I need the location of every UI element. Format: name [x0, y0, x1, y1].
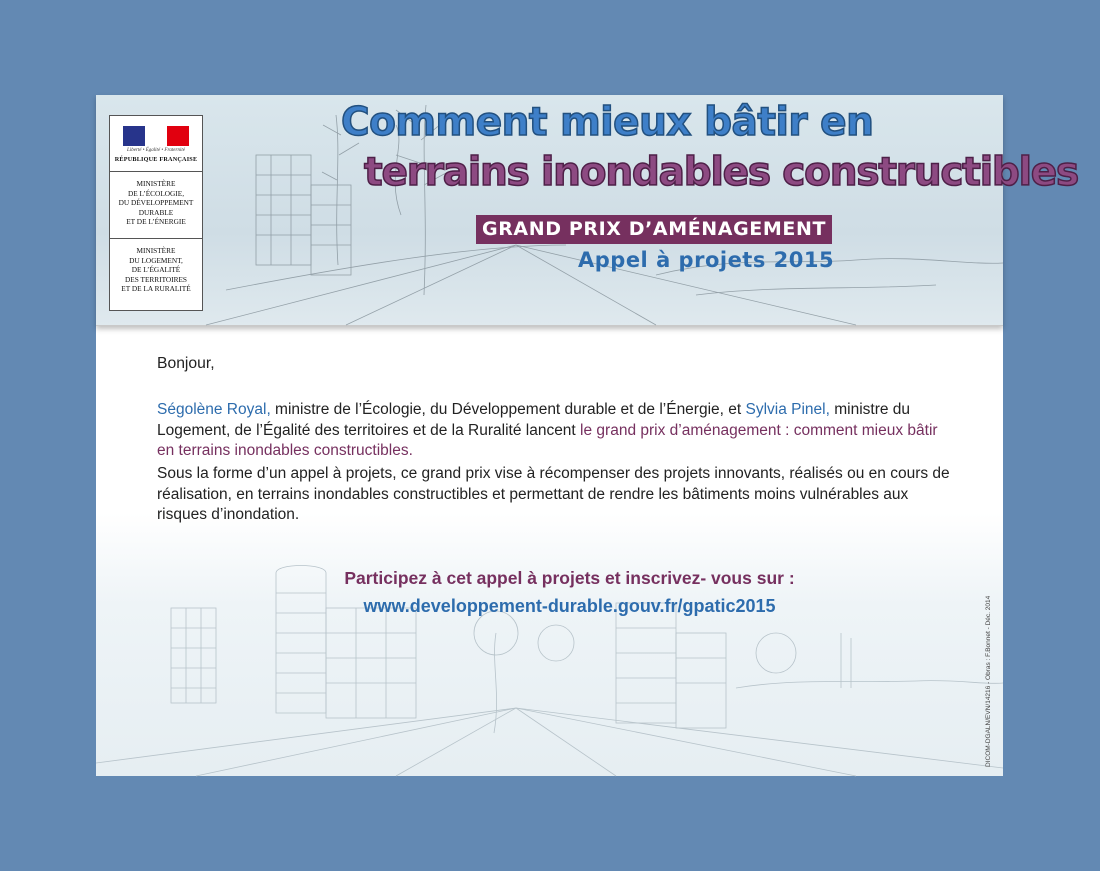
call-to-action-text: Participez à cet appel à projets et inscrivez- vous sur :: [344, 568, 795, 588]
appel-a-projets-subtitle: Appel à projets 2015: [578, 248, 835, 272]
footer-sketch-illustration: [96, 513, 1003, 776]
credit-text: DICOM-DGALN/EVN/14216 - Obras : F.Bonnet - Déc. 2014: [985, 595, 992, 767]
government-logo-block: [109, 115, 203, 311]
header-banner: [96, 95, 1079, 326]
ministry-housing-label: MINISTÈRE DU LOGEMENT, DE L’ÉGALITÉ DES TERRITOIRES ET DE LA RURALITÉ: [121, 246, 191, 294]
republique-francaise-label: RÉPUBLIQUE FRANÇAISE: [114, 156, 198, 163]
title-line-2: terrains inondables constructibles: [364, 150, 1079, 195]
minister-name-royal: Ségolène Royal,: [157, 401, 271, 418]
grand-prix-highlight: le grand prix d’aménagement : comment mieux bâtir en terrains inondables constructibles.: [157, 421, 938, 459]
title-line-1: Comment mieux bâtir en: [341, 100, 874, 145]
newsletter-card: [96, 95, 1079, 776]
ministry-ecology-label: MINISTÈRE DE L’ÉCOLOGIE, DU DÉVELOPPEMENT DURABLE ET DE L’ÉNERGIE: [118, 179, 194, 227]
minister-name-pinel: Sylvia Pinel,: [745, 401, 830, 418]
registration-link[interactable]: www.developpement-durable.gouv.fr/gpatic2015: [363, 596, 776, 616]
intro-paragraph: [157, 400, 952, 462]
greeting-text: Bonjour,: [157, 355, 215, 372]
grand-prix-banner: GRAND PRIX D’AMÉNAGEMENT: [476, 215, 832, 244]
description-paragraph: Sous la forme d’un appel à projets, ce grand prix vise à récompenser des projets innovants, réalisés ou en cours de réalisation, en terrains inondables constructibles et permettant de rendre les bâtiments moins vulnérables aux risques d’inondation.: [157, 465, 950, 523]
logo-divider: [110, 171, 202, 172]
intro-text-part1: ministre de l’Écologie, du Développement durable et de l’Énergie, et: [270, 401, 746, 418]
intro-text-part2: ministre du Logement, de l’Égalité des territoires et de la Ruralité lancent: [157, 401, 911, 439]
republic-motto: Liberté • Égalité • Fraternité: [127, 148, 185, 153]
marianne-flag-icon: [123, 126, 189, 146]
logo-divider: [110, 238, 202, 239]
